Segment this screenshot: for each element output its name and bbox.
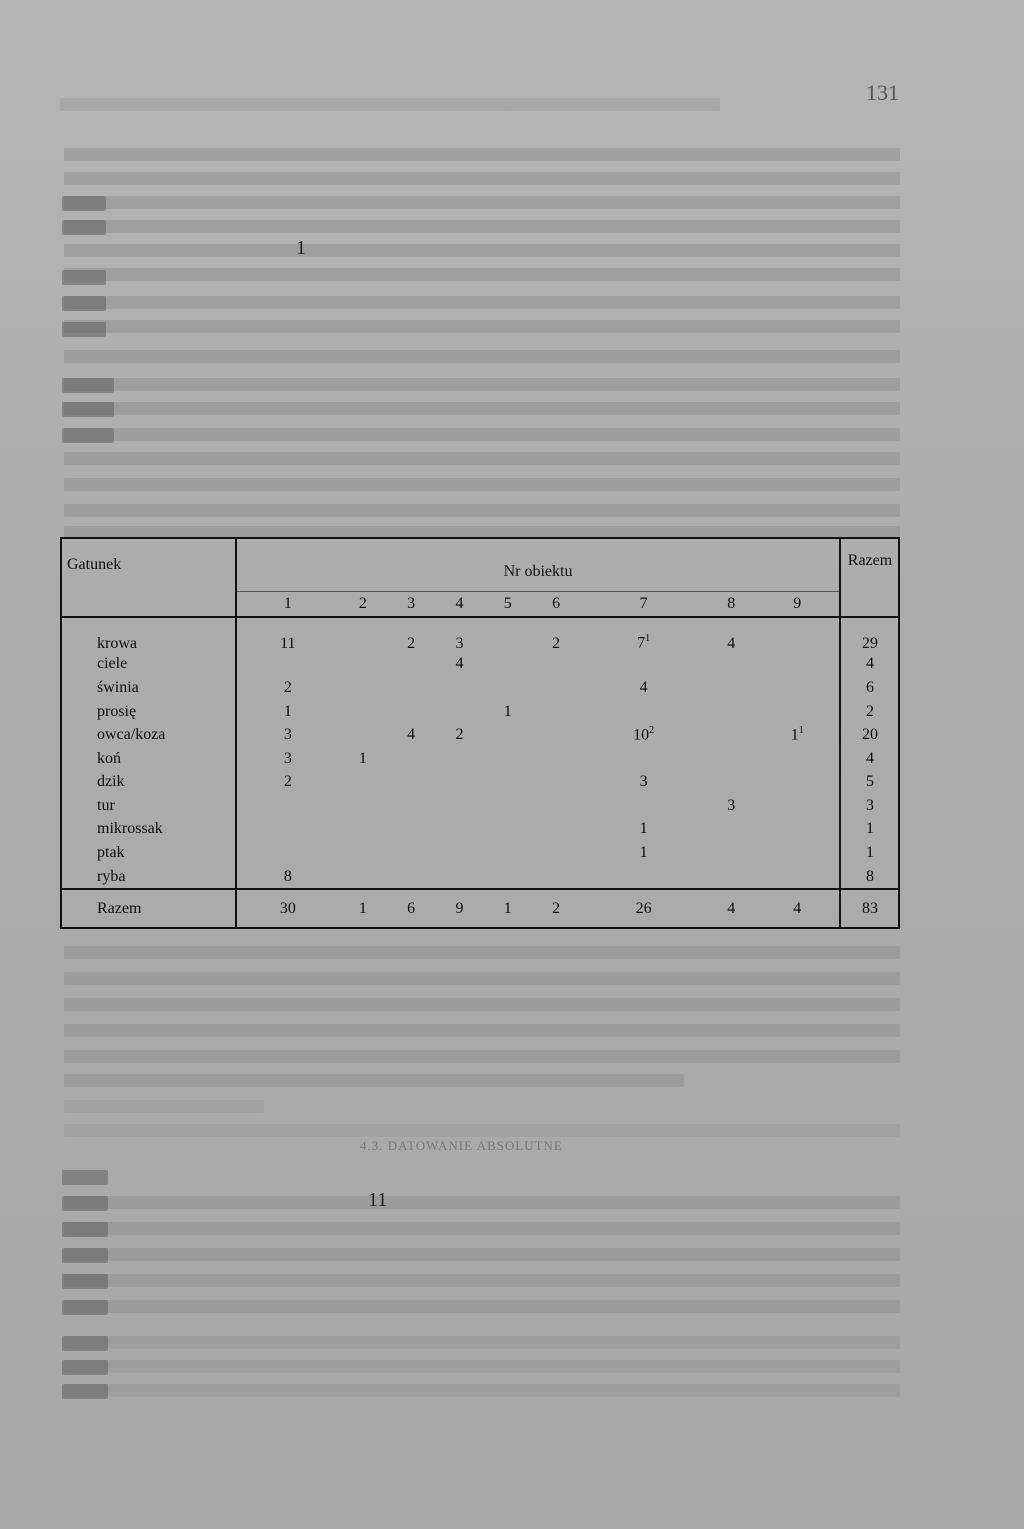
figure-marker-bottom: 11 xyxy=(368,1189,388,1211)
count-cell xyxy=(755,794,840,818)
row-total: 3 xyxy=(840,794,899,818)
column-total: 4 xyxy=(755,889,840,928)
count-footnote-mark: 1 xyxy=(645,633,651,645)
count-value: 1 xyxy=(639,844,648,862)
count-cell xyxy=(339,700,387,724)
table-row xyxy=(61,794,899,818)
column-total: 4 xyxy=(707,889,755,928)
species-name: koń xyxy=(61,747,236,771)
count-cell xyxy=(435,676,483,700)
count-cell xyxy=(387,865,435,890)
column-number-header: 1 xyxy=(236,591,339,617)
count-value: 3 xyxy=(727,796,736,814)
header-nr-obiektu-cell xyxy=(236,538,840,591)
count-value: 1 xyxy=(639,820,648,838)
count-cell xyxy=(755,723,840,747)
column-number-header: 4 xyxy=(435,591,483,617)
count-cell xyxy=(580,818,707,842)
count-value: 1 xyxy=(358,749,367,767)
count-cell xyxy=(236,865,339,890)
count-cell xyxy=(484,841,532,865)
table-row xyxy=(61,653,899,677)
count-cell xyxy=(580,700,707,724)
count-cell xyxy=(435,818,483,842)
count-value: 4 xyxy=(727,634,736,652)
count-cell xyxy=(755,841,840,865)
count-cell xyxy=(339,617,387,653)
table-row xyxy=(61,747,899,771)
count-cell xyxy=(707,818,755,842)
count-value: 2 xyxy=(407,634,416,652)
count-cell xyxy=(387,723,435,747)
count-cell xyxy=(532,700,580,724)
species-name: ryba xyxy=(61,865,236,890)
count-cell xyxy=(435,794,483,818)
table-header-row xyxy=(61,538,899,591)
count-cell xyxy=(484,653,532,677)
row-total: 2 xyxy=(840,700,899,724)
count-value: 2 xyxy=(552,634,561,652)
count-cell xyxy=(532,747,580,771)
grand-total: 83 xyxy=(840,889,899,928)
count-cell xyxy=(387,653,435,677)
count-value: 8 xyxy=(283,867,292,885)
count-cell xyxy=(484,794,532,818)
species-name: mikrossak xyxy=(61,818,236,842)
count-cell xyxy=(580,771,707,795)
row-total: 20 xyxy=(840,723,899,747)
count-value: 4 xyxy=(407,726,416,744)
count-cell xyxy=(755,771,840,795)
count-cell xyxy=(339,747,387,771)
count-cell xyxy=(580,676,707,700)
count-cell xyxy=(707,676,755,700)
count-cell xyxy=(236,700,339,724)
count-cell xyxy=(236,794,339,818)
count-cell xyxy=(484,617,532,653)
count-cell xyxy=(339,771,387,795)
count-cell xyxy=(484,700,532,724)
count-cell xyxy=(484,676,532,700)
count-cell xyxy=(755,700,840,724)
header-razem-cell xyxy=(840,538,899,617)
count-value: 1 xyxy=(503,702,512,720)
count-cell xyxy=(580,865,707,890)
count-cell xyxy=(580,617,707,653)
count-cell xyxy=(707,653,755,677)
count-cell xyxy=(339,676,387,700)
column-total: 1 xyxy=(484,889,532,928)
species-name: ptak xyxy=(61,841,236,865)
species-name: ciele xyxy=(61,653,236,677)
table-row xyxy=(61,771,899,795)
count-value: 3 xyxy=(283,749,292,767)
species-name: prosię xyxy=(61,700,236,724)
count-cell xyxy=(580,723,707,747)
count-cell xyxy=(236,676,339,700)
table-row xyxy=(61,676,899,700)
count-value: 4 xyxy=(639,678,648,696)
count-cell xyxy=(435,771,483,795)
count-value: 1 xyxy=(790,726,799,744)
count-cell xyxy=(707,841,755,865)
count-cell xyxy=(236,617,339,653)
row-total: 29 xyxy=(840,617,899,653)
count-cell xyxy=(339,723,387,747)
column-number-header: 7 xyxy=(580,591,707,617)
count-cell xyxy=(484,818,532,842)
count-cell xyxy=(339,865,387,890)
count-cell xyxy=(707,747,755,771)
count-cell xyxy=(435,747,483,771)
header-razem: Razem xyxy=(847,552,893,569)
count-cell xyxy=(580,794,707,818)
count-cell xyxy=(755,747,840,771)
species-name: krowa xyxy=(61,617,236,653)
column-number-header: 2 xyxy=(339,591,387,617)
count-cell xyxy=(339,818,387,842)
count-cell xyxy=(387,794,435,818)
count-cell xyxy=(387,700,435,724)
column-total: 30 xyxy=(236,889,339,928)
row-total: 4 xyxy=(840,653,899,677)
totals-row xyxy=(61,889,899,928)
count-cell xyxy=(236,818,339,842)
count-cell xyxy=(580,747,707,771)
count-cell xyxy=(532,653,580,677)
count-value: 3 xyxy=(639,773,648,791)
species-data-table xyxy=(61,538,899,928)
column-total: 6 xyxy=(387,889,435,928)
count-cell xyxy=(755,617,840,653)
row-total: 4 xyxy=(840,747,899,771)
count-value: 3 xyxy=(283,726,292,744)
page-number: 131 xyxy=(866,80,899,105)
count-cell xyxy=(236,653,339,677)
count-value: 2 xyxy=(283,678,292,696)
column-number-header: 5 xyxy=(484,591,532,617)
count-cell xyxy=(580,653,707,677)
count-value: 7 xyxy=(637,634,646,652)
table-row xyxy=(61,700,899,724)
count-cell xyxy=(435,653,483,677)
count-cell xyxy=(484,771,532,795)
count-cell xyxy=(387,747,435,771)
column-total: 9 xyxy=(435,889,483,928)
species-name: świnia xyxy=(61,676,236,700)
count-footnote-mark: 2 xyxy=(649,725,655,737)
count-cell xyxy=(707,617,755,653)
count-value: 2 xyxy=(283,773,292,791)
count-cell xyxy=(707,771,755,795)
count-value: 10 xyxy=(633,726,650,744)
count-cell xyxy=(755,865,840,890)
count-cell xyxy=(387,676,435,700)
row-total: 5 xyxy=(840,771,899,795)
count-cell xyxy=(435,617,483,653)
count-cell xyxy=(236,747,339,771)
count-cell xyxy=(435,865,483,890)
column-number-header: 9 xyxy=(755,591,840,617)
species-name: tur xyxy=(61,794,236,818)
totals-label: Razem xyxy=(61,889,236,928)
count-value: 3 xyxy=(455,634,464,652)
count-cell xyxy=(755,653,840,677)
row-total: 1 xyxy=(840,841,899,865)
column-total: 26 xyxy=(580,889,707,928)
table-row xyxy=(61,723,899,747)
row-total: 1 xyxy=(840,818,899,842)
count-cell xyxy=(339,653,387,677)
species-table xyxy=(61,538,899,928)
count-cell xyxy=(387,818,435,842)
table-row xyxy=(61,617,899,653)
count-cell xyxy=(580,841,707,865)
species-name: dzik xyxy=(61,771,236,795)
header-gatunek-cell xyxy=(61,538,236,617)
count-cell xyxy=(755,676,840,700)
count-value: 2 xyxy=(455,726,464,744)
column-total: 1 xyxy=(339,889,387,928)
count-cell xyxy=(484,865,532,890)
count-cell xyxy=(532,617,580,653)
count-cell xyxy=(532,794,580,818)
count-value: 1 xyxy=(283,702,292,720)
count-cell xyxy=(339,794,387,818)
count-cell xyxy=(236,841,339,865)
column-total: 2 xyxy=(532,889,580,928)
count-cell xyxy=(532,771,580,795)
count-cell xyxy=(339,841,387,865)
header-nr-obiektu: Nr obiektu xyxy=(503,563,573,581)
count-cell xyxy=(484,723,532,747)
count-cell xyxy=(435,841,483,865)
count-footnote-mark: 1 xyxy=(798,725,804,737)
count-cell xyxy=(532,841,580,865)
table-row xyxy=(61,818,899,842)
row-total: 8 xyxy=(840,865,899,890)
count-cell xyxy=(484,747,532,771)
section-heading: 4.3. DATOWANIE ABSOLUTNE xyxy=(360,1138,563,1153)
count-value: 11 xyxy=(280,634,296,652)
count-cell xyxy=(387,841,435,865)
header-gatunek: Gatunek xyxy=(67,555,122,573)
column-number-header: 6 xyxy=(532,591,580,617)
count-cell xyxy=(435,723,483,747)
count-cell xyxy=(387,617,435,653)
count-cell xyxy=(532,676,580,700)
count-cell xyxy=(707,700,755,724)
figure-marker-top: 1 xyxy=(296,237,306,259)
count-cell xyxy=(236,771,339,795)
count-cell xyxy=(236,723,339,747)
row-total: 6 xyxy=(840,676,899,700)
count-cell xyxy=(707,794,755,818)
count-cell xyxy=(707,865,755,890)
count-cell xyxy=(532,865,580,890)
count-cell xyxy=(707,723,755,747)
count-cell xyxy=(387,771,435,795)
column-number-header: 8 xyxy=(707,591,755,617)
count-cell xyxy=(435,700,483,724)
count-cell xyxy=(532,818,580,842)
count-cell xyxy=(532,723,580,747)
table-row xyxy=(61,841,899,865)
table-row xyxy=(61,865,899,890)
count-cell xyxy=(755,818,840,842)
column-number-header: 3 xyxy=(387,591,435,617)
count-value: 4 xyxy=(455,655,464,673)
species-name: owca/koza xyxy=(61,723,236,747)
